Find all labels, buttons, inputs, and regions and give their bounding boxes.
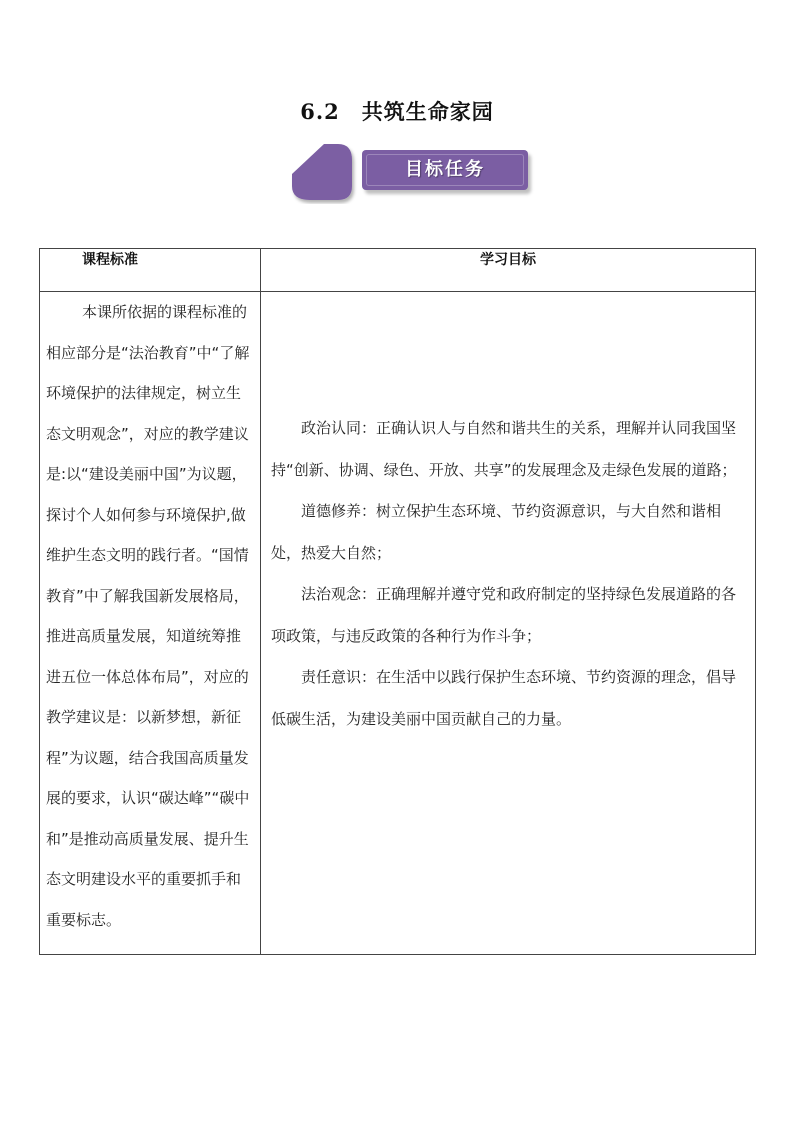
- objectives-table: [39, 248, 756, 955]
- header-learning-objectives: 学习目标: [261, 249, 756, 292]
- learning-objectives-cell: [261, 292, 756, 955]
- objective-responsibility: 责任意识：在生活中以践行保护生态环境、节约资源的理念，倡导低碳生活，为建设美丽中国贡献自己的力量。: [271, 668, 737, 728]
- section-title: 共筑生命家园: [361, 99, 494, 124]
- curriculum-standard-text: 本课所依据的课程标准的相应部分是“法治教育”中“了解环境保护的法律规定，树立生态文明观念”，对应的教学建议是:以“建设美丽中国”为议题，探讨个人如何参与环境保护,做维护生态文明的践行者。“国情教育”中了解我国新发展格局，推进高质量发展，知道统筹推进五位一体总体布局”，对应的教学建议是：以新梦想，新征程”为议题，结合我国高质量发展的要求，认识“碳达峰”“碳中和”是推动高质量发展、提升生态文明建设水平的重要抓手和重要标志。: [46, 303, 250, 929]
- objective-political-identity: 政治认同：正确认识人与自然和谐共生的关系，理解并认同我国坚持“创新、协调、绿色、开放、共享”的发展理念及走绿色发展的道路；: [271, 419, 737, 479]
- objective-moral-cultivation: 道德修养：树立保护生态环境、节约资源意识，与大自然和谐相处，热爱大自然；: [271, 502, 722, 562]
- objective-rule-of-law: 法治观念：正确理解并遵守党和政府制定的坚持绿色发展道路的各项政策，与违反政策的各种行为作斗争；: [271, 585, 737, 645]
- curriculum-standard-cell: [40, 292, 261, 955]
- page-title: [0, 96, 794, 126]
- banner-label: 目标任务: [362, 150, 528, 190]
- section-number: 6.2: [300, 99, 340, 124]
- header-curriculum-standard: 课程标准: [40, 249, 261, 292]
- table-row: [40, 292, 756, 955]
- banner-arrow-shape: [288, 140, 358, 204]
- objectives-banner: [288, 140, 538, 202]
- table-header-row: [40, 249, 756, 292]
